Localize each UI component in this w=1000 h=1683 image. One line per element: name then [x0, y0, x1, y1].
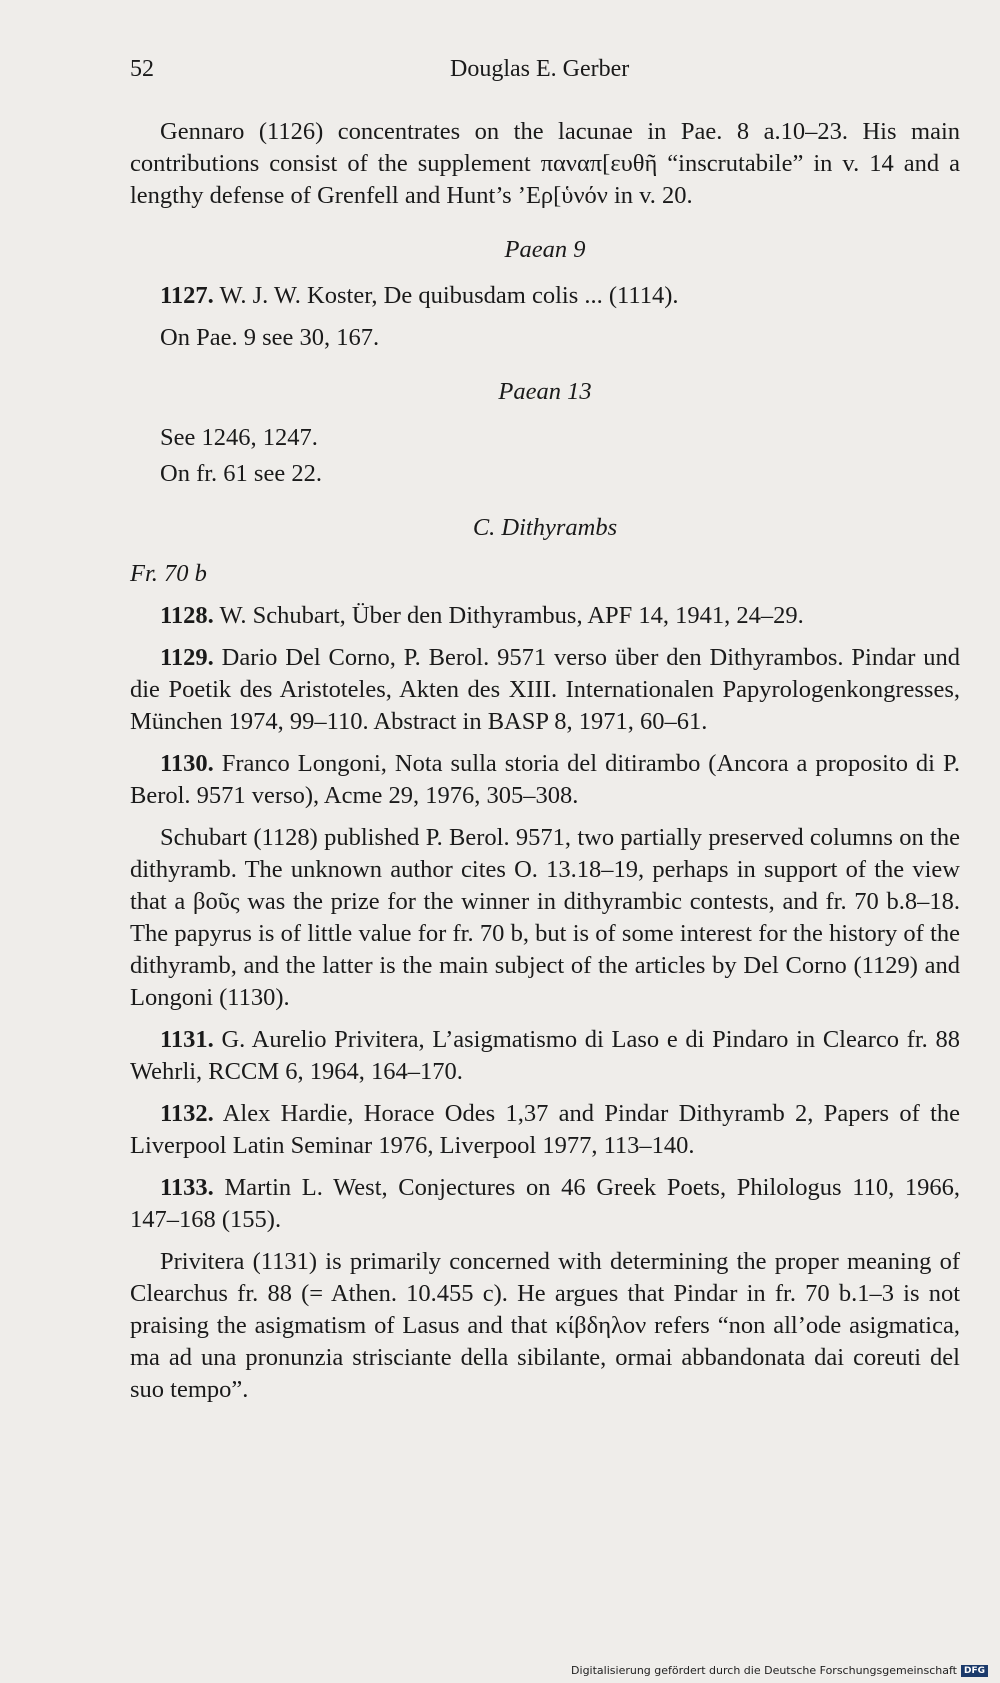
bibliography-entry: [130, 1024, 960, 1088]
entry-number: 1127.: [160, 282, 214, 309]
bibliography-entry: [130, 600, 960, 632]
footer-text: Digitalisierung gefördert durch die Deutsche Forschungsgemeinschaft: [571, 1664, 957, 1677]
entry-number: 1133.: [160, 1174, 214, 1201]
running-head: Douglas E. Gerber: [450, 56, 630, 82]
page-number: 52: [130, 56, 154, 82]
bibliography-entry: [130, 748, 960, 812]
entry-number: 1129.: [160, 644, 214, 671]
digitization-footer: [571, 1664, 988, 1677]
paragraph-privitera: Privitera (1131) is primarily concerned with determining the proper meaning of Clearchus fr. 88 (= Athen. 10.455 c). He argues that Pindar in fr. 70 b.1–3 is not praising the asigmatism of Lasus and that κίβδηλον refers “non all’ode asigmatica, ma ad una pronunzia strisciante della sibilante, ormai abbandonata dai coreuti del suo tempo”.: [130, 1248, 960, 1403]
entry-text: Dario Del Corno, P. Berol. 9571 verso über den Dithyrambos. Pindar und die Poetik des Aristoteles, Akten des XIII. Internationalen Papyrologenkongresses, München 1974, 99–110. Abstract in BASP 8, 1971, 60–61.: [130, 644, 960, 735]
bibliography-entry: [130, 1172, 960, 1236]
entry-text: W. Schubart, Über den Dithyrambus, APF 14, 1941, 24–29.: [213, 602, 804, 629]
section-heading-dithyrambs: C. Dithyrambs: [472, 514, 618, 541]
page-header: [130, 56, 860, 92]
bibliography-entry: [130, 642, 960, 738]
section-heading-paean-9: Paean 9: [504, 236, 586, 263]
entry-text: G. Aurelio Privitera, L’asigmatismo di Laso e di Pindaro in Clearco fr. 88 Wehrli, RCCM 6, 1964, 164–170.: [130, 1026, 960, 1085]
dfg-logo: DFG: [961, 1665, 988, 1677]
entry-number: 1128.: [160, 602, 214, 629]
page-body: [130, 116, 960, 1416]
bibliography-entry: [130, 280, 960, 312]
paragraph-gennaro: Gennaro (1126) concentrates on the lacunae in Pae. 8 a.10–23. His main contributions consist of the supplement παναπ[ευθῆ “inscrutabile” in v. 14 and a lengthy defense of Grenfell and Hunt’s ’Ερ[ὑνόν in v. 20.: [130, 118, 960, 209]
entry-text: Franco Longoni, Nota sulla storia del ditirambo (Ancora a proposito di P. Berol. 9571 verso), Acme 29, 1976, 305–308.: [130, 750, 960, 809]
entry-text: Alex Hardie, Horace Odes 1,37 and Pindar Dithyramb 2, Papers of the Liverpool Latin Seminar 1976, Liverpool 1977, 113–140.: [130, 1100, 960, 1159]
cross-reference: On Pae. 9 see 30, 167.: [160, 324, 380, 351]
entry-number: 1131.: [160, 1026, 214, 1053]
paragraph-schubart: Schubart (1128) published P. Berol. 9571, two partially preserved columns on the dithyramb. The unknown author cites O. 13.18–19, perhaps in support of the view that a βοῦς was the prize for the winner in dithyrambic contests, and fr. 70 b.8–18. The papyrus is of little value for fr. 70 b, but is of some interest for the history of the dithyramb, and the latter is the main subject of the articles by Del Corno (1129) and Longoni (1130).: [130, 824, 960, 1011]
cross-reference: On fr. 61 see 22.: [160, 460, 322, 487]
entry-number: 1132.: [160, 1100, 214, 1127]
section-heading-paean-13: Paean 13: [498, 378, 592, 405]
entry-text: W. J. W. Koster, De quibusdam colis ... (1114).: [213, 282, 679, 309]
entry-number: 1130.: [160, 750, 214, 777]
fragment-label: Fr. 70 b: [130, 560, 207, 587]
entry-text: Martin L. West, Conjectures on 46 Greek Poets, Philologus 110, 1966, 147–168 (155).: [130, 1174, 960, 1233]
cross-reference: See 1246, 1247.: [160, 424, 318, 451]
bibliography-entry: [130, 1098, 960, 1162]
